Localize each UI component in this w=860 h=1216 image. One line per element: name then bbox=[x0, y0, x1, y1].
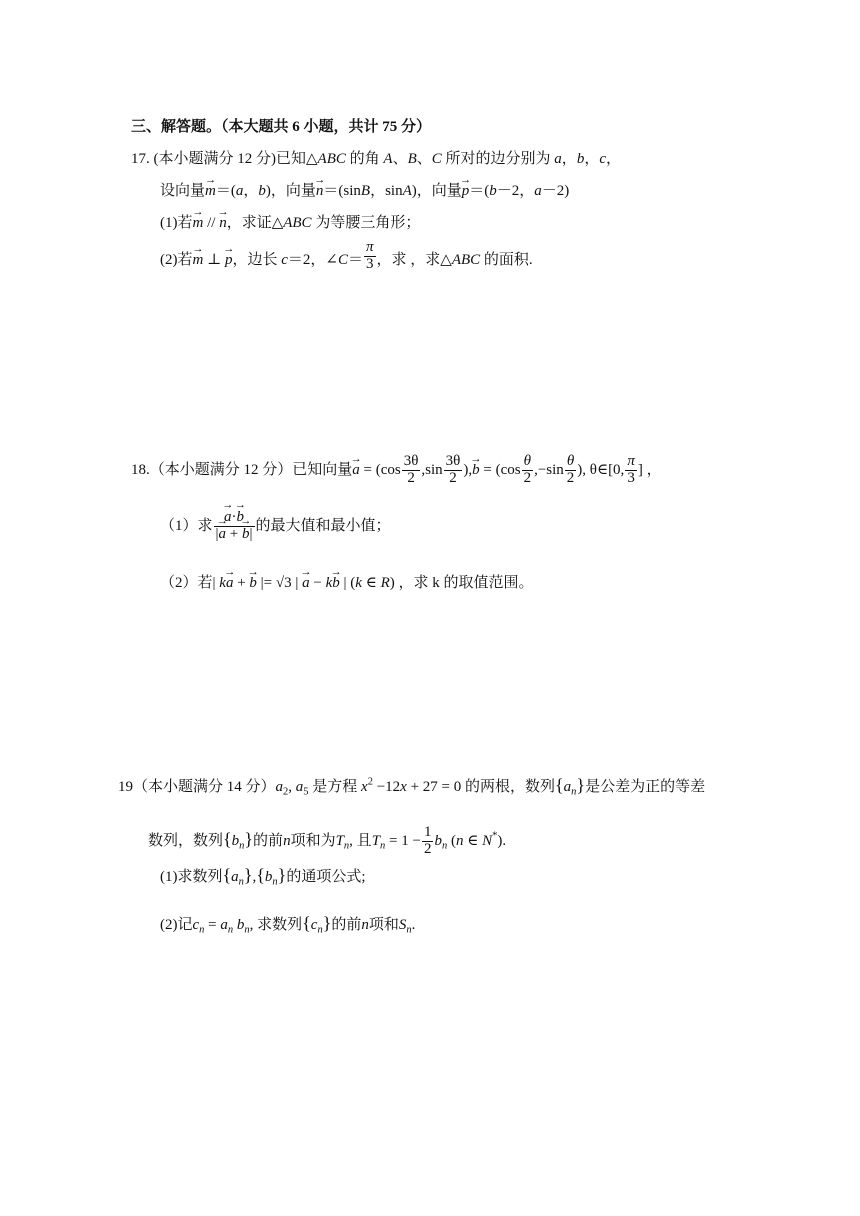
text: －2， bbox=[496, 183, 535, 199]
text: ， bbox=[561, 151, 577, 167]
section-title: 三、解答题。（本大题共 6 小题，共计 75 分） bbox=[131, 119, 432, 135]
fraction bbox=[402, 454, 421, 487]
text: ，sin bbox=[370, 183, 403, 199]
text: ＝2，∠ bbox=[287, 251, 338, 268]
dot-symbol: · bbox=[231, 509, 237, 526]
text: 的前 bbox=[253, 833, 284, 849]
ratio-fraction bbox=[214, 510, 255, 543]
text: ，求证△ bbox=[226, 215, 284, 231]
vector-n: → n bbox=[219, 212, 227, 234]
var: S bbox=[398, 917, 407, 933]
fraction-numerator: θ bbox=[565, 454, 577, 471]
text: （1）求 bbox=[160, 518, 213, 534]
sqrt-expression: √3 bbox=[275, 575, 292, 591]
text: 的两根，数列 bbox=[461, 779, 556, 795]
q19-line2: 数列，数列$\{b_n\}$的前n项和为$T_n$, 且$T_n = 1$ − $\frac{1}{2}$ $b_n$ (n ∈ N*). bbox=[148, 824, 507, 858]
text: = 1 − bbox=[385, 833, 421, 849]
var: B bbox=[360, 183, 371, 199]
subscript: n bbox=[244, 924, 250, 936]
fraction-numerator: 3θ bbox=[403, 453, 419, 470]
superscript: 2 bbox=[367, 776, 373, 788]
q19-number: 19 bbox=[118, 779, 133, 795]
var: b bbox=[434, 833, 442, 849]
text: (1)若 bbox=[160, 215, 193, 231]
vector-a: → a bbox=[302, 572, 310, 594]
text: ，求 k 的取值范围。 bbox=[394, 575, 534, 591]
text: ), bbox=[463, 462, 473, 478]
q18-header: （本小题满分 12 分）已知向量 bbox=[149, 462, 353, 478]
q19-header: （本小题满分 14 分） bbox=[133, 779, 276, 795]
text: ， bbox=[606, 151, 622, 167]
text: ∈ bbox=[463, 833, 483, 849]
text: ＝(sin bbox=[323, 183, 361, 199]
q17-header: (本小题满分 12 分)已知△ bbox=[153, 151, 318, 167]
var: n bbox=[455, 833, 464, 849]
q17-line1 bbox=[131, 148, 621, 170]
text: ] ， bbox=[637, 462, 662, 478]
vector-a: → a bbox=[226, 572, 234, 594]
fraction-numerator: 1 bbox=[423, 824, 432, 841]
vector-b: → b bbox=[472, 448, 480, 492]
text: －2) bbox=[541, 183, 570, 199]
text: ∈ bbox=[361, 575, 381, 591]
var: N bbox=[482, 833, 493, 849]
vector-m: → m bbox=[193, 212, 204, 234]
vector-b: → b bbox=[332, 572, 340, 594]
angle-b: B bbox=[407, 151, 417, 167]
vector-a: → a bbox=[219, 527, 227, 543]
text: + bbox=[226, 526, 242, 543]
text: 、 bbox=[392, 151, 408, 167]
text: (2)若 bbox=[160, 251, 193, 268]
var: a bbox=[534, 183, 542, 199]
text: = (cos bbox=[479, 462, 521, 478]
text: | bbox=[291, 575, 303, 591]
var: c bbox=[310, 917, 318, 933]
var: a bbox=[563, 779, 572, 795]
vector-b: → b bbox=[237, 510, 245, 526]
text: )，向量 bbox=[265, 183, 316, 199]
pi-over-3-fraction bbox=[364, 240, 376, 273]
triangle-label: ABC bbox=[451, 251, 481, 268]
text: (1)求数列 bbox=[160, 869, 223, 885]
fraction-denominator: 2 bbox=[407, 470, 415, 487]
var: a bbox=[231, 869, 239, 885]
vector-p: → p bbox=[462, 180, 470, 202]
fraction-numerator: 3θ bbox=[445, 453, 461, 470]
fraction bbox=[522, 454, 534, 487]
subscript: 2 bbox=[283, 786, 289, 798]
subscript: n bbox=[343, 840, 350, 852]
text: )，向量 bbox=[411, 183, 462, 199]
subscript: n bbox=[317, 924, 323, 936]
vector-b: → b bbox=[249, 572, 257, 594]
text: 的面积. bbox=[480, 251, 533, 268]
text: 的角 bbox=[345, 151, 384, 167]
var: a bbox=[295, 779, 304, 795]
fraction-denominator: 2 bbox=[566, 470, 575, 487]
side-b: b bbox=[576, 151, 585, 167]
text: −12 bbox=[372, 779, 401, 795]
perp-symbol: ⊥ bbox=[203, 251, 225, 268]
q17-part1 bbox=[160, 212, 420, 234]
text: ), θ∈[0, bbox=[577, 462, 625, 478]
text: 的通项公式; bbox=[286, 869, 366, 885]
text: ). bbox=[497, 833, 507, 849]
vector-a: → a bbox=[224, 510, 232, 526]
text: 的前 bbox=[331, 917, 362, 933]
var: b bbox=[231, 833, 240, 849]
var: x bbox=[361, 779, 368, 795]
text: ,−sin bbox=[534, 462, 564, 478]
fraction-numerator: π bbox=[366, 240, 374, 255]
vector-m: → m bbox=[205, 180, 216, 202]
text: 为等腰三角形； bbox=[311, 215, 421, 231]
var: x bbox=[400, 779, 407, 795]
text: + bbox=[233, 575, 250, 591]
subscript: n bbox=[406, 924, 412, 936]
var: b bbox=[258, 183, 266, 199]
fraction-denominator bbox=[214, 527, 255, 543]
fraction-denominator: 2 bbox=[523, 470, 532, 487]
subscript: n bbox=[571, 786, 577, 798]
vector-p: → p bbox=[225, 249, 233, 271]
var: T bbox=[371, 833, 381, 849]
text: ＝( bbox=[469, 183, 490, 199]
text: | ( bbox=[339, 575, 356, 591]
text: + 27 = 0 bbox=[406, 779, 462, 795]
angle-c: C bbox=[431, 151, 442, 167]
triangle-label: ABC bbox=[283, 215, 312, 231]
side-a: a bbox=[554, 151, 562, 167]
subscript: n bbox=[441, 840, 448, 852]
text: | bbox=[249, 526, 253, 543]
q17-number: 17. bbox=[131, 151, 150, 167]
text: = bbox=[204, 917, 221, 933]
q18-line1 bbox=[131, 448, 662, 492]
text: ( bbox=[447, 833, 456, 849]
q17-part2 bbox=[160, 240, 533, 274]
fraction bbox=[625, 454, 637, 487]
subscript: n bbox=[238, 876, 244, 888]
fraction-denominator: 3 bbox=[627, 470, 635, 487]
var: C bbox=[337, 251, 348, 268]
subscript: n bbox=[380, 840, 386, 852]
text: ， bbox=[584, 151, 600, 167]
var: b bbox=[489, 183, 497, 199]
text: 设向量 bbox=[160, 183, 206, 199]
q18-part2 bbox=[160, 572, 534, 594]
superscript: * bbox=[492, 830, 498, 842]
var: c bbox=[192, 917, 200, 933]
subscript: n bbox=[239, 840, 245, 852]
var: a bbox=[275, 779, 284, 795]
var: b bbox=[264, 869, 273, 885]
text: ，边长 bbox=[232, 251, 282, 268]
var: c bbox=[281, 251, 288, 268]
text: 所对的边分别为 bbox=[441, 151, 555, 167]
text: （2）若 bbox=[160, 575, 213, 591]
vector-m: → m bbox=[193, 249, 204, 271]
text: − bbox=[309, 575, 326, 591]
var: A bbox=[402, 183, 412, 199]
q17-line2 bbox=[160, 180, 569, 202]
text: , 且 bbox=[349, 833, 372, 849]
text: = (cos bbox=[359, 462, 401, 478]
q18-number: 18. bbox=[131, 462, 150, 478]
var: a bbox=[235, 183, 244, 199]
fraction-numerator: π bbox=[627, 453, 635, 470]
text: 项和为 bbox=[290, 833, 336, 849]
side-c: c bbox=[599, 151, 606, 167]
text: . bbox=[411, 917, 416, 933]
fraction-numerator: θ bbox=[522, 454, 534, 471]
half-fraction bbox=[422, 825, 434, 858]
q19-line1: 19（本小题满分 14 分）$a_2$, $a_5$ 是方程 $x^2 -12x + 27 = 0$ 的两根，数列$\{a_n\}$是公差为正的等差 bbox=[118, 775, 706, 798]
q18-part1 bbox=[160, 503, 391, 549]
text: ) bbox=[389, 575, 395, 591]
text: |= bbox=[256, 575, 276, 591]
fraction-denominator: 3 bbox=[366, 255, 374, 272]
angle-a: A bbox=[383, 151, 393, 167]
text: 、 bbox=[416, 151, 432, 167]
text: | bbox=[215, 526, 219, 543]
subscript: n bbox=[227, 924, 234, 936]
var: k bbox=[325, 575, 333, 591]
text: | bbox=[212, 575, 220, 591]
text: ， bbox=[243, 183, 259, 199]
text: , bbox=[288, 779, 296, 795]
text: 的最大值和最小值； bbox=[255, 518, 391, 534]
text: , 求数列 bbox=[249, 917, 303, 933]
var: b bbox=[236, 917, 245, 933]
var: n bbox=[361, 917, 369, 933]
var: a bbox=[220, 917, 228, 933]
text: 项和 bbox=[368, 917, 399, 933]
var: n bbox=[283, 833, 291, 849]
text: 数列，数列 bbox=[148, 833, 224, 849]
subscript: 5 bbox=[303, 786, 309, 798]
text: ＝ bbox=[347, 251, 363, 268]
vector-n: → n bbox=[316, 180, 324, 202]
vector-b: → b bbox=[242, 527, 250, 543]
text: 是方程 bbox=[308, 779, 362, 795]
fraction bbox=[565, 454, 577, 487]
text: ,sin bbox=[421, 462, 443, 478]
var: k bbox=[355, 575, 362, 591]
q19-part1: (1)求数列$\{a_n\},\{b_n\}$的通项公式; bbox=[160, 865, 366, 888]
triangle-label: ABC bbox=[317, 151, 346, 167]
var: R bbox=[380, 575, 390, 591]
subscript: n bbox=[272, 876, 278, 888]
fraction-denominator: 2 bbox=[423, 841, 432, 858]
parallel-symbol: // bbox=[203, 215, 220, 231]
var: k bbox=[219, 575, 226, 591]
text: (2)记 bbox=[160, 917, 193, 933]
text: , bbox=[252, 869, 257, 885]
vector-a: → a bbox=[352, 448, 360, 492]
fraction-denominator: 2 bbox=[449, 470, 457, 487]
fraction bbox=[444, 454, 463, 487]
q19-part2: (2)记$c_n = a_n$ $b_n$, 求数列$\{c_n\}$的前n项和$S_n$. bbox=[160, 913, 416, 936]
text: 是公差为正的等差 bbox=[585, 779, 706, 795]
text: ＝( bbox=[215, 183, 236, 199]
subscript: n bbox=[199, 924, 205, 936]
text: ，求 ，求△ bbox=[376, 251, 452, 268]
var: T bbox=[335, 833, 344, 849]
